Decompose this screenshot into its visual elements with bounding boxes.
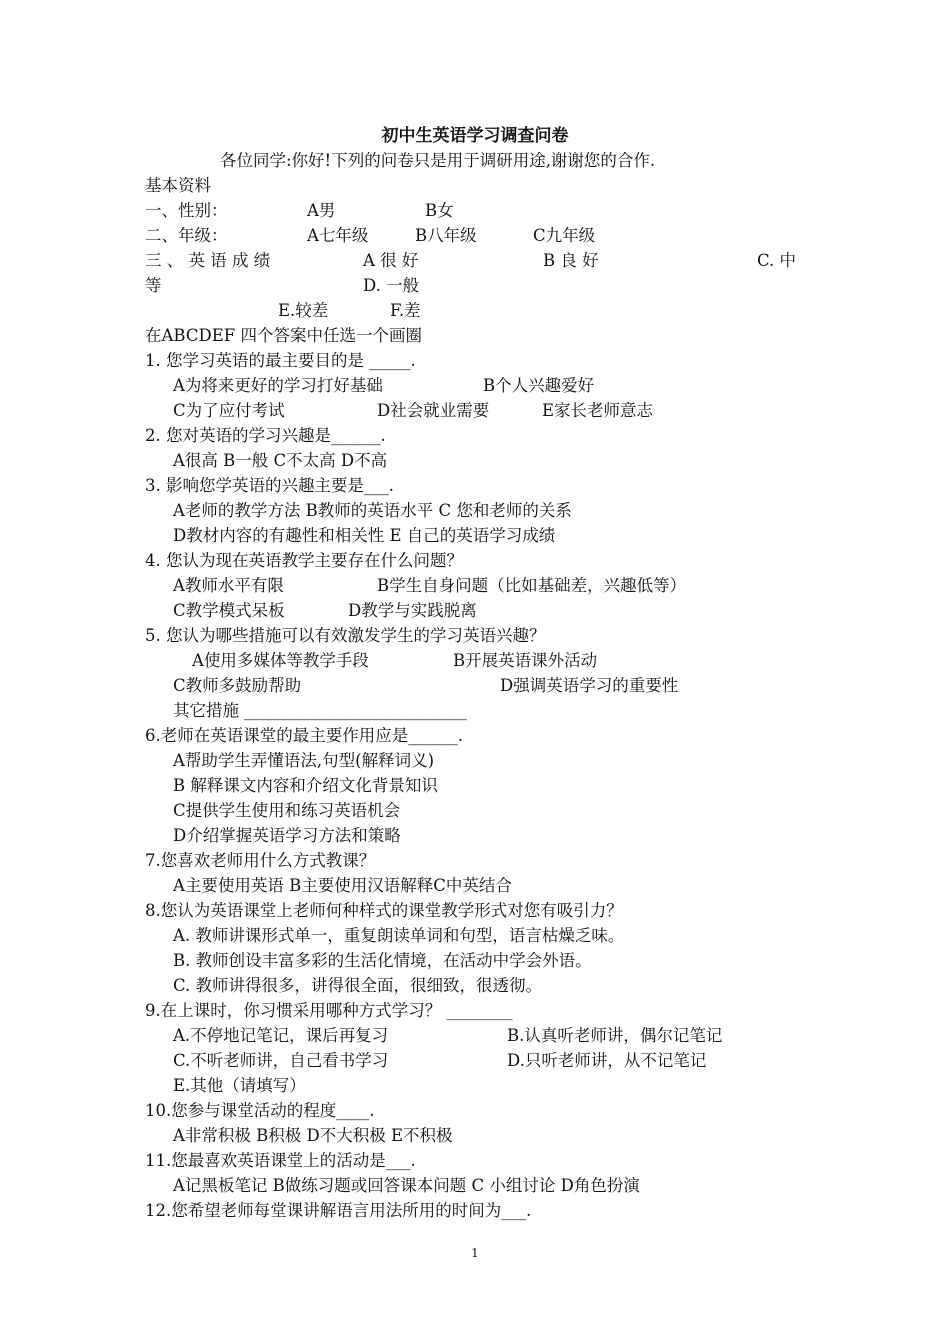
question-5-other: 其它措施 ___________________________ [173, 701, 467, 720]
question-9-option-e: E.其他（请填写） [173, 1076, 306, 1095]
question-2: 2. 您对英语的学习兴趣是______. [145, 426, 386, 445]
question-6: 6.老师在英语课堂的最主要作用应是______. [145, 726, 463, 745]
question-12: 12.您希望老师每堂课讲解语言用法所用的时间为___. [145, 1201, 532, 1220]
question-9-options-2: C.不听老师讲，自己看书学习 D.只听老师讲，从不记笔记 [173, 1051, 707, 1070]
question-8-option-a: A. 教师讲课形式单一，重复朗读单词和句型，语言枯燥乏味。 [173, 926, 625, 945]
document-title: 初中生英语学习调查问卷 [381, 126, 569, 146]
section-basic: 基本资料 [145, 176, 211, 195]
intro-line [145, 148, 815, 173]
question-6-option-c: C提供学生使用和练习英语机会 [173, 801, 401, 820]
question-8-option-b: B. 教师创设丰富多彩的生活化情境，在活动中学会外语。 [173, 951, 592, 970]
question-3: 3. 影响您学英语的兴趣主要是___. [145, 476, 394, 495]
question-5-options-2: C教师多鼓励帮助 D强调英语学习的重要性 [173, 676, 679, 695]
question-9: 9.在上课时，你习惯采用哪种方式学习？ ________ [145, 1001, 513, 1020]
question-3-options-2: D教材内容的有趣性和相关性 E 自己的英语学习成绩 [173, 526, 556, 545]
question-8-option-c: C. 教师讲得很多，讲得很全面，很细致，很透彻。 [173, 976, 543, 995]
question-7: 7.您喜欢老师用什么方式教课？ [145, 851, 376, 870]
intro-text: 各位同学:你好!下列的问卷只是用于调研用途,谢谢您的合作. [220, 151, 656, 170]
question-11: 11.您最喜欢英语课堂上的活动是___. [145, 1151, 416, 1170]
question-3-options: A老师的教学方法 B教师的英语水平 C 您和老师的关系 [173, 501, 572, 520]
questionnaire-body [145, 148, 815, 1223]
question-5-options: A使用多媒体等教学手段 B开展英语课外活动 [192, 651, 598, 670]
question-gender: 一、性别： A男 B女 [145, 201, 454, 220]
question-1-options: A为将来更好的学习打好基础 B个人兴趣爱好 [173, 376, 595, 395]
instruction-line: 在ABCDEF 四个答案中任选一个画圈 [145, 326, 422, 345]
question-5: 5. 您认为哪些措施可以有效激发学生的学习英语兴趣？ [145, 626, 546, 645]
question-2-options: A很高 B一般 C不太高 D不高 [173, 451, 388, 470]
question-score: 三 、 英 语 成 绩 A 很 好 B 良 好 C. 中 [145, 251, 797, 270]
question-grade: 二、年级： A七年级 B八年级 C九年级 [145, 226, 596, 245]
question-10-options: A非常积极 B积极 D不大积极 E不积极 [173, 1126, 453, 1145]
question-7-options: A主要使用英语 B主要使用汉语解释C中英结合 [173, 876, 512, 895]
question-9-options: A.不停地记笔记，课后再复习 B.认真听老师讲，偶尔记笔记 [173, 1026, 723, 1045]
page-number: 1 [471, 1246, 479, 1260]
question-6-option-d: D介绍掌握英语学习方法和策略 [173, 826, 401, 845]
question-8: 8.您认为英语课堂上老师何种样式的课堂教学形式对您有吸引力？ [145, 901, 623, 920]
question-11-options: A记黑板笔记 B做练习题或回答课本问题 C 小组讨论 D角色扮演 [173, 1176, 640, 1195]
question-1-options-2: C为了应付考试 D社会就业需要 E家长老师意志 [173, 401, 654, 420]
question-score-cont2: E.较差 F.差 [278, 301, 421, 320]
question-6-option-a: A帮助学生弄懂语法,句型(解释词义) [173, 751, 435, 770]
question-6-option-b: B 解释课文内容和介绍文化背景知识 [173, 776, 438, 795]
question-4-options-2: C教学模式呆板 D教学与实践脱离 [173, 601, 477, 620]
question-score-cont: 等 D. 一般 [145, 276, 420, 295]
question-4: 4. 您认为现在英语教学主要存在什么问题？ [145, 551, 463, 570]
question-10: 10.您参与课堂活动的程度____. [145, 1101, 375, 1120]
question-1: 1. 您学习英语的最主要目的是 _____. [145, 351, 416, 370]
question-4-options: A教师水平有限 B学生自身问题（比如基础差，兴趣低等） [173, 576, 687, 595]
